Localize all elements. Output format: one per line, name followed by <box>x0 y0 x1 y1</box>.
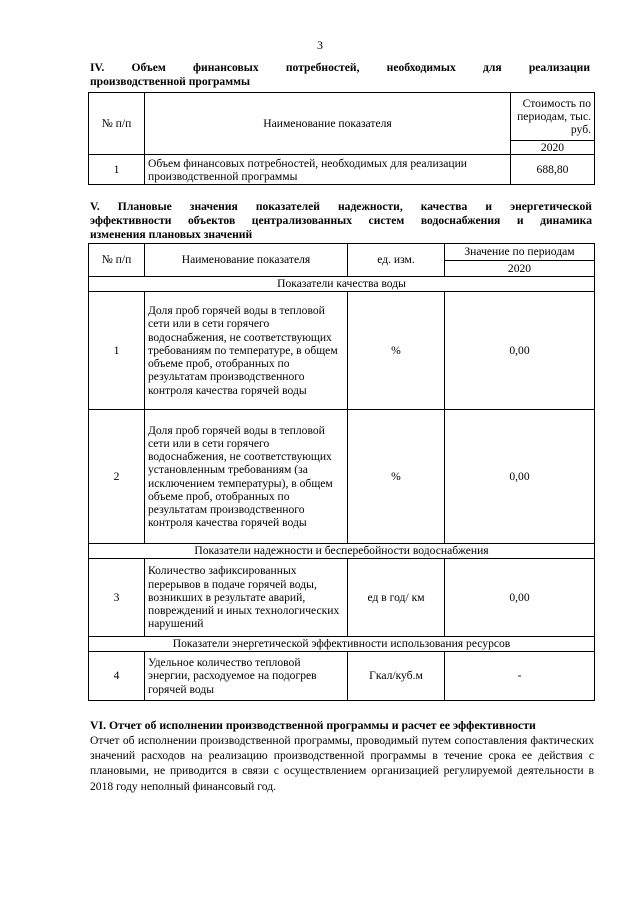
group-energy: Показатели энергетической эффективности использования ресурсов <box>89 637 595 652</box>
section5-heading-line2: эффективности объектов централизованных систем водоснабжения и динамика <box>90 214 592 227</box>
table-row-unit: Гкал/куб.м <box>348 652 445 701</box>
section5-heading-line3: изменения плановых значений <box>90 228 253 241</box>
col-header-period: Значение по периодам <box>445 244 595 261</box>
col-header-number: № п/п <box>89 93 145 155</box>
table-row-unit: % <box>348 292 445 410</box>
row-number: 1 <box>89 155 145 185</box>
table-row-name: Количество зафиксированных перерывов в подаче горячей воды, возникших в результате аварий, повреждений и иных технологических нарушений <box>145 559 348 637</box>
indicators-table <box>88 243 595 701</box>
col-header-cost: Стоимость по периодам, тыс. руб. <box>511 93 595 141</box>
section6-paragraph: Отчет об исполнении производственной программы, проводимый путем сопоставления фактических значений расходов на реализацию производственной программы в течение срока ее действия с плановыми, не приводится в связи с осуществлением организацией регулируемой деятельности в 2018 году неполный финансовый год. <box>90 734 594 793</box>
group-quality: Показатели качества воды <box>89 277 595 292</box>
col-header-year: 2020 <box>511 141 595 155</box>
table-row-value: 0,00 <box>445 292 595 410</box>
row-value: 688,80 <box>511 155 595 185</box>
col-header-name: Наименование показателя <box>145 244 348 277</box>
financial-needs-table <box>88 92 595 185</box>
col-header-number: № п/п <box>89 244 145 277</box>
row-name: Объем финансовых потребностей, необходимых для реализации производственной программы <box>145 155 511 185</box>
table-row-name: Удельное количество тепловой энергии, расходуемое на подогрев горячей воды <box>145 652 348 701</box>
section4-heading-line1: IV. Объем финансовых потребностей, необходимых для реализации <box>90 61 590 74</box>
col-header-year: 2020 <box>445 261 595 277</box>
group-reliability: Показатели надежности и бесперебойности водоснабжения <box>89 544 595 559</box>
table-row-name: Доля проб горячей воды в тепловой сети или в сети горячего водоснабжения, не соответствующих установленным требованиям (за исключением температуры), в общем объеме проб, отобранных по результатам производственного контроля качества горячей воды <box>145 410 348 544</box>
table-row-number: 1 <box>89 292 145 410</box>
table-row-value: - <box>445 652 595 701</box>
table-row-number: 4 <box>89 652 145 701</box>
section6-heading: VI. Отчет об исполнении производственной программы и расчет ее эффективности <box>90 718 536 732</box>
table-row-number: 2 <box>89 410 145 544</box>
page-number: 3 <box>317 38 323 52</box>
table-row-value: 0,00 <box>445 559 595 637</box>
table-row-number: 3 <box>89 559 145 637</box>
table-row-unit: % <box>348 410 445 544</box>
table-row-value: 0,00 <box>445 410 595 544</box>
table-row-unit: ед в год/ км <box>348 559 445 637</box>
col-header-unit: ед. изм. <box>348 244 445 277</box>
section5-heading-line1: V. Плановые значения показателей надежности, качества и энергетической <box>90 200 592 213</box>
section4-heading-line2: производственной программы <box>90 75 251 88</box>
col-header-name: Наименование показателя <box>145 93 511 155</box>
table-row-name: Доля проб горячей воды в тепловой сети или в сети горячего водоснабжения, не соответствующих требованиям по температуре, в общем объеме проб, отобранных по результатам производственного контроля качества горячей воды <box>145 292 348 410</box>
